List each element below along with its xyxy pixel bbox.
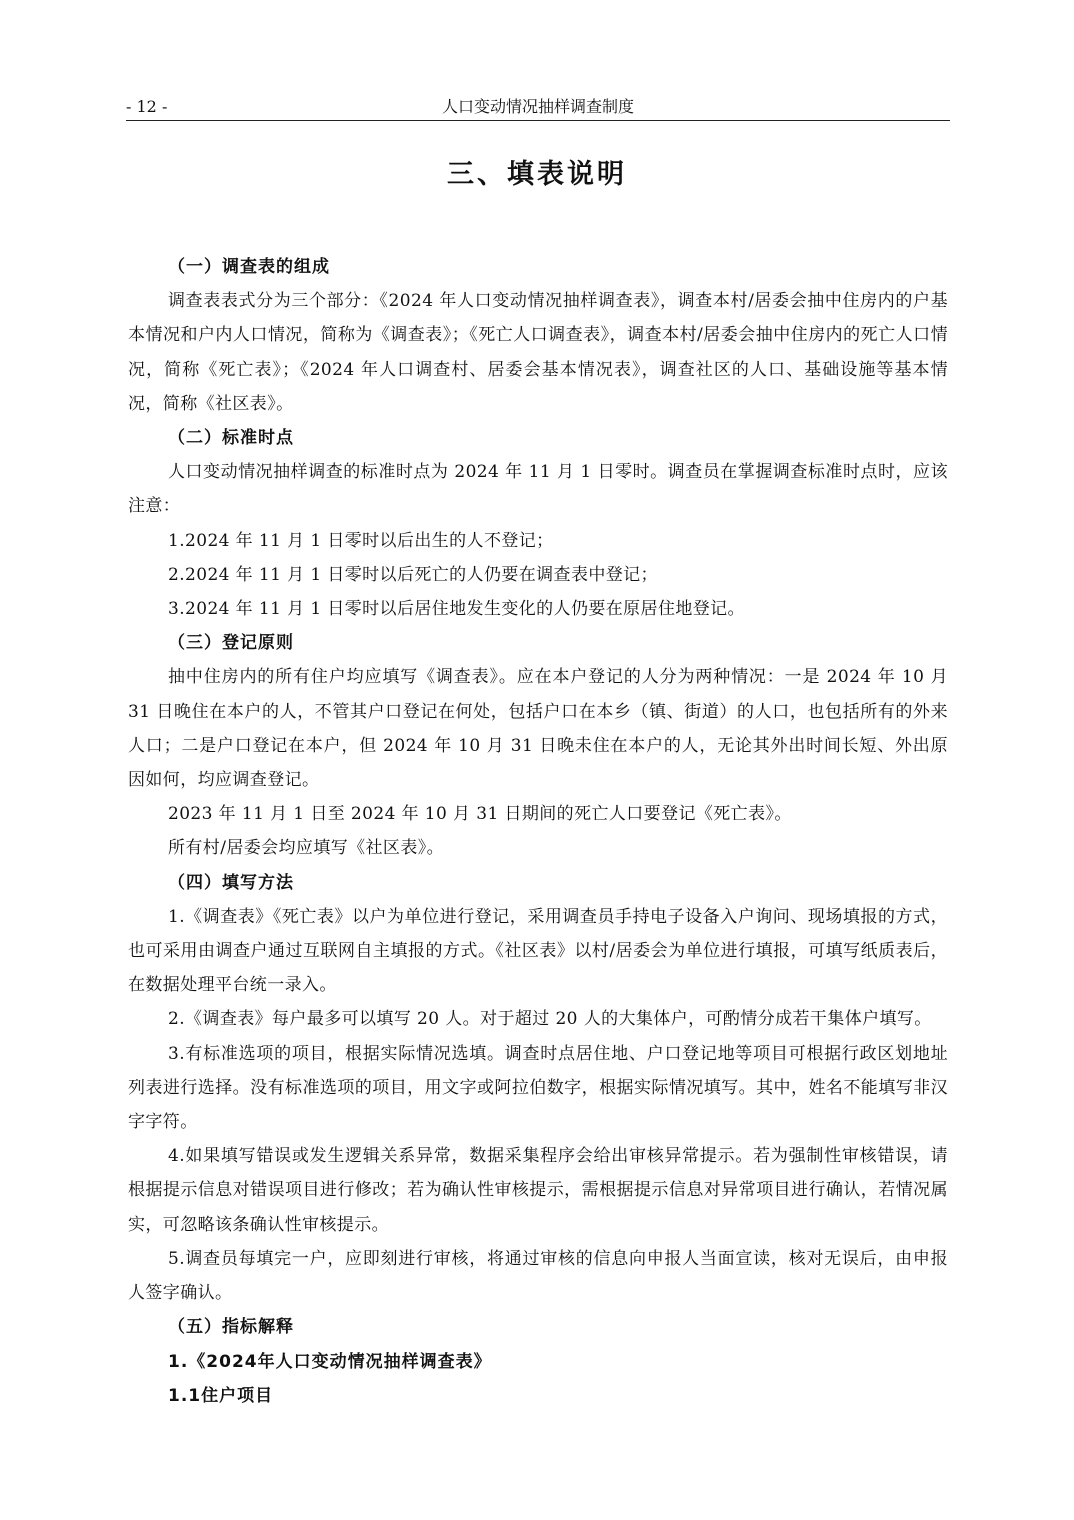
section-heading: （二）标准时点 xyxy=(168,428,294,449)
body-paragraph: 3.2024 年 11 月 1 日零时以后居住地发生变化的人仍要在原居住地登记。 xyxy=(168,599,745,620)
body-paragraph: 抽中住房内的所有住户均应填写《调查表》。应在本户登记的人分为两种情况：一是 2024 年 10 月 31 日晚住在本户的人，不管其户口登记在何处，包括户口在本乡（镇、街道）的人口，也包括所有的外来人口；二是户口登记在本户，但 2024 年 10 月 31 日晚未住在本户的人，无论其外出时间长短、外出原因如何，均应调查登记。 xyxy=(128,667,948,791)
document-body xyxy=(128,250,948,1413)
body-paragraph: 2023 年 11 月 1 日至 2024 年 10 月 31 日期间的死亡人口要登记《死亡表》。 xyxy=(168,804,792,825)
section-heading: （一）调查表的组成 xyxy=(168,257,330,277)
section-heading: （五）指标解释 xyxy=(168,1317,294,1338)
body-paragraph: 1.2024 年 11 月 1 日零时以后出生的人不登记； xyxy=(168,530,554,551)
body-paragraph: 人口变动情况抽样调查的标准时点为 2024 年 11 月 1 日零时。调查员在掌握调查标准时点时，应该注意： xyxy=(128,462,948,517)
page-header xyxy=(126,96,950,121)
section-heading: 1.《2024年人口变动情况抽样调查表》 xyxy=(168,1351,492,1372)
page-number: - 12 - xyxy=(126,97,168,116)
body-paragraph: 2.《调查表》每户最多可以填写 20 人。对于超过 20 人的大集体户，可酌情分成若干集体户填写。 xyxy=(168,1009,932,1030)
body-paragraph: 调查表表式分为三个部分：《2024 年人口变动情况抽样调查表》，调查本村/居委会抽中住房内的户基本情况和户内人口情况，简称为《调查表》；《死亡人口调查表》，调查本村/居委会抽中住房内的死亡人口情况，简称《死亡表》；《2024 年人口调查村、居委会基本情况表》，调查社区的人口、基础设施等基本情况，简称《社区表》。 xyxy=(128,291,948,414)
section-heading: 1.1住户项目 xyxy=(168,1385,274,1406)
body-paragraph: 3.有标准选项的项目，根据实际情况选填。调查时点居住地、户口登记地等项目可根据行政区划地址列表进行选择。没有标准选项的项目，用文字或阿拉伯数字，根据实际情况填写。其中，姓名不能填写非汉字字符。 xyxy=(128,1043,948,1133)
body-paragraph: 4.如果填写错误或发生逻辑关系异常，数据采集程序会给出审核异常提示。若为强制性审核错误，请根据提示信息对错误项目进行修改；若为确认性审核提示，需根据提示信息对异常项目进行确认，若情况属实，可忽略该条确认性审核提示。 xyxy=(128,1146,948,1235)
body-paragraph: 5.调查员每填完一户，应即刻进行审核，将通过审核的信息向申报人当面宣读，核对无误后，由申报人签字确认。 xyxy=(128,1248,948,1304)
body-paragraph: 所有村/居委会均应填写《社区表》。 xyxy=(168,838,445,859)
running-title: 人口变动情况抽样调查制度 xyxy=(441,97,634,116)
section-heading: （四）填写方法 xyxy=(168,872,294,893)
section-title: 三、填表说明 xyxy=(447,159,627,190)
body-paragraph: 2.2024 年 11 月 1 日零时以后死亡的人仍要在调查表中登记； xyxy=(168,564,658,585)
section-heading: （三）登记原则 xyxy=(168,633,294,654)
body-paragraph: 1.《调查表》《死亡表》以户为单位进行登记，采用调查员手持电子设备入户询问、现场填报的方式，也可采用由调查户通过互联网自主填报的方式。《社区表》以村/居委会为单位进行填报，可填写纸质表后，在数据处理平台统一录入。 xyxy=(128,906,948,996)
